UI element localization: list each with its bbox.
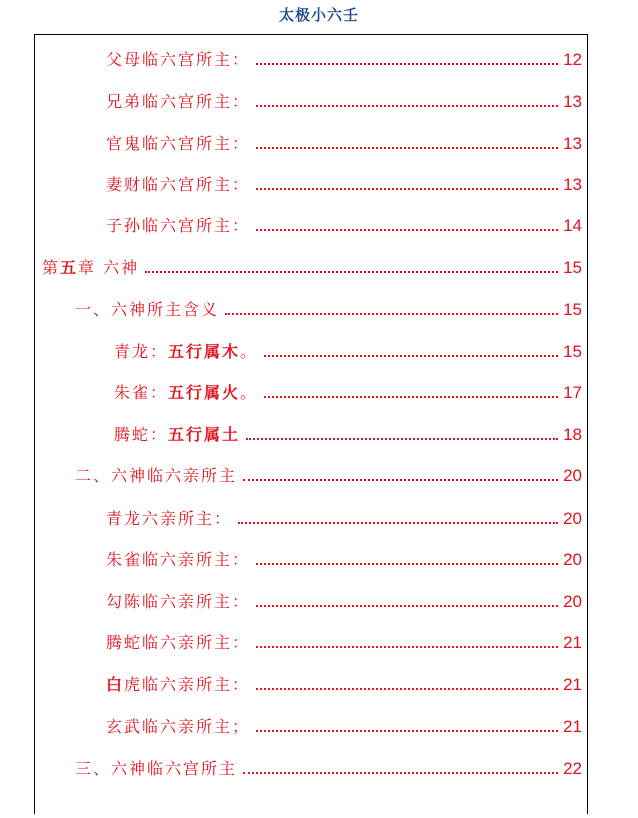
toc-entry-text: 勾陈临六亲所主： (106, 592, 251, 611)
toc-page-number: 18 (563, 425, 582, 444)
toc-leader (256, 645, 558, 648)
toc-leader (256, 62, 558, 65)
toc-entry-text: 青龙：五行属木。 (114, 342, 259, 361)
toc-entry-text: 子孙临六宫所主： (106, 216, 251, 235)
toc-page-number: 13 (563, 175, 582, 194)
toc-entry[interactable] (114, 338, 582, 362)
toc-page-number: 13 (563, 92, 582, 111)
toc-page-number: 20 (563, 466, 582, 485)
toc-entry-section[interactable] (75, 462, 582, 486)
toc-leader (243, 771, 558, 774)
toc-leader (246, 437, 558, 440)
toc-leader (256, 228, 558, 231)
toc-entry-text: 朱雀临六亲所主： (106, 550, 251, 569)
toc-page-number: 15 (563, 258, 582, 277)
toc-entry[interactable] (106, 88, 582, 112)
toc-page-number: 21 (563, 633, 582, 652)
toc-entry[interactable] (106, 546, 582, 570)
toc-leader (145, 270, 558, 273)
toc-entry-chapter[interactable] (42, 254, 582, 278)
toc-entry[interactable] (106, 671, 582, 695)
toc-entry-text: 玄武临六亲所主； (106, 717, 251, 736)
toc-leader (256, 562, 558, 565)
toc-leader (256, 687, 558, 690)
toc-entry-text: 二、六神临六亲所主 (75, 466, 238, 485)
page-header-title: 太极小六壬 (278, 6, 359, 24)
toc-entry-text: 腾蛇：五行属土 (114, 425, 241, 444)
toc-page-number: 22 (563, 759, 582, 778)
toc-entry-text: 腾蛇临六亲所主： (106, 633, 251, 652)
toc-entry-text: 妻财临六宫所主： (106, 175, 251, 194)
toc-entry[interactable] (106, 588, 582, 612)
toc-page-number: 13 (563, 134, 582, 153)
toc-leader (264, 354, 558, 357)
toc-leader (225, 312, 558, 315)
toc-entry[interactable] (106, 505, 582, 529)
toc-entry[interactable] (106, 130, 582, 154)
toc-entry-text: 朱雀：五行属火。 (114, 383, 259, 402)
toc-entry-text: 官鬼临六宫所主： (106, 134, 251, 153)
toc-entry-text: 兄弟临六宫所主： (106, 92, 251, 111)
toc-leader (256, 729, 558, 732)
toc-entry[interactable] (114, 421, 582, 445)
toc-leader (264, 395, 558, 398)
toc-page-number: 12 (563, 50, 582, 69)
toc-leader (243, 478, 558, 481)
toc-entry[interactable] (106, 713, 582, 737)
toc-entry-section[interactable] (75, 755, 582, 779)
toc-entry[interactable] (106, 46, 582, 70)
toc-entry-section[interactable] (75, 296, 582, 320)
toc-entry-text: 一、六神所主含义 (75, 300, 220, 319)
toc-entry-text: 青龙六亲所主： (106, 509, 233, 528)
toc-entry-text: 第五章 六神 (42, 258, 140, 277)
toc-entry[interactable] (106, 212, 582, 236)
toc-page-number: 21 (563, 717, 582, 736)
toc-page-number: 20 (563, 550, 582, 569)
toc-page-number: 15 (563, 300, 582, 319)
toc-page-number: 20 (563, 592, 582, 611)
toc-entry-text: 父母临六宫所主： (106, 50, 251, 69)
toc-leader (256, 146, 558, 149)
toc-page-number: 20 (563, 509, 582, 528)
toc-page-number: 21 (563, 675, 582, 694)
toc-page-number: 15 (563, 342, 582, 361)
toc-leader (238, 521, 558, 524)
toc-entry[interactable] (114, 379, 582, 403)
toc-leader (256, 604, 558, 607)
toc-entry[interactable] (106, 629, 582, 653)
toc-entry-text: 三、六神临六宫所主 (75, 759, 238, 778)
toc-entry-text: 白虎临六亲所主： (106, 675, 251, 694)
toc-page-number: 14 (563, 216, 582, 235)
toc-leader (256, 187, 558, 190)
toc-entry[interactable] (106, 171, 582, 195)
toc-leader (256, 104, 558, 107)
toc-page-number: 17 (563, 383, 582, 402)
